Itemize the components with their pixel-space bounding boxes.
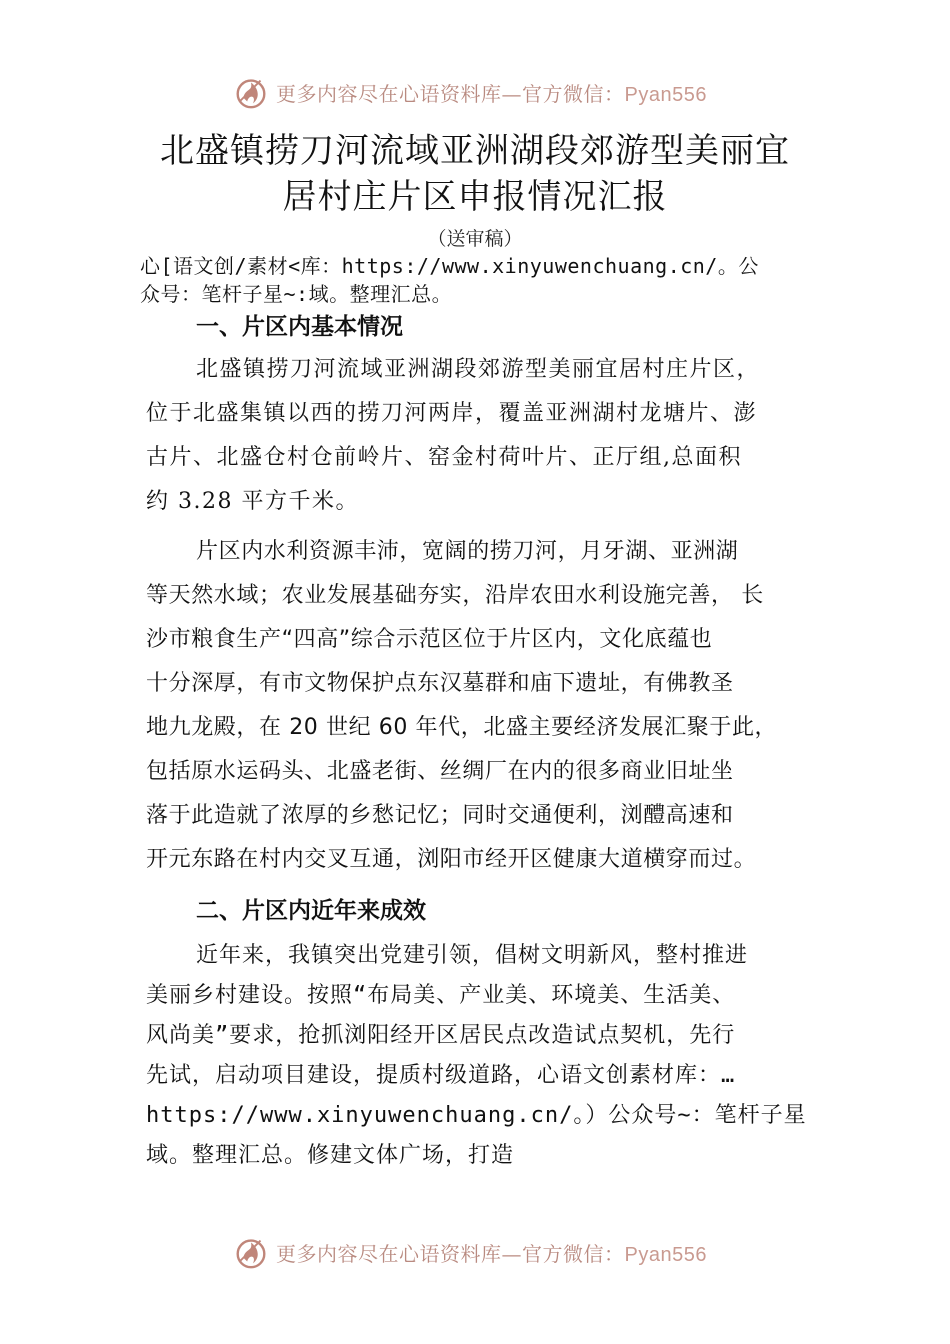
paragraph-line: 沙市粮食生产“四高”综合示范区位于片区内，文化底蕴也	[146, 627, 713, 652]
top-banner	[232, 72, 732, 112]
banner-text: 更多内容尽在心语资料库—官方微信：Pyan556	[276, 81, 707, 106]
paragraph-line: 域。整理汇总。修建文体广场，打造	[146, 1143, 515, 1168]
section-heading-1: 一、片区内基本情况	[196, 314, 403, 340]
paragraph-line: 风尚美”要求，抢抓浏阳经开区居民点改造试点契机，先行	[146, 1023, 736, 1048]
source-note-line: 心[语文创/素材<库：https://www.xinyuwenchuang.cn/。公	[140, 254, 759, 278]
paragraph-line: 北盛镇捞刀河流域亚洲湖段郊游型美丽宜居村庄片区，	[196, 357, 761, 382]
paragraph-line: 近年来，我镇突出党建引领，倡树文明新风，整村推进	[196, 943, 749, 968]
paragraph-line: 地九龙殿，在 20 世纪 60 年代，北盛主要经济发展汇聚于此，	[146, 715, 778, 740]
section1-paragraph-2	[146, 530, 826, 882]
section1-paragraph-1	[146, 348, 826, 524]
paragraph-line: 位于北盛集镇以西的捞刀河两岸，覆盖亚洲湖村龙塘片、澎	[146, 401, 758, 426]
paragraph-line: 约 3.28 平方千米。	[146, 489, 359, 514]
paragraph-line: 包括原水运码头、北盛老街、丝绸厂在内的很多商业旧址坐	[146, 759, 734, 784]
paragraph-line: 美丽乡村建设。按照“布局美、产业美、环境美、生活美、	[146, 983, 736, 1008]
section2-paragraph-1	[146, 936, 826, 1176]
wechat-id: Pyan556	[624, 83, 707, 106]
paragraph-line: 等天然水域；农业发展基础夯实，沿岸农田水利设施完善， 长	[146, 583, 764, 608]
source-note	[140, 252, 830, 308]
flame-logo-icon	[232, 73, 270, 111]
paragraph-line: 十分深厚，有市文物保护点东汉墓群和庙下遗址，有佛教圣	[146, 671, 734, 696]
paragraph-line: https://www.xinyuwenchuang.cn/。）公众号~：笔杆子星	[146, 1103, 807, 1128]
doc-subtitle: （送审稿）	[427, 228, 523, 250]
bottom-banner	[232, 1232, 732, 1272]
paragraph-line: 片区内水利资源丰沛，宽阔的捞刀河，月牙湖、亚洲湖	[196, 539, 739, 564]
paragraph-line: 古片、北盛仓村仓前岭片、窑金村荷叶片、正厅组,总面积	[146, 445, 742, 470]
paragraph-line: 先试，启动项目建设，提质村级道路，心语文创素材库：…	[146, 1063, 736, 1088]
doc-title-line-2: 居村庄片区申报情况汇报	[282, 177, 668, 217]
source-note-line: 众号：笔杆子星~:域。整理汇总。	[140, 282, 453, 306]
banner-text: 更多内容尽在心语资料库—官方微信：Pyan556	[276, 1241, 707, 1266]
paragraph-line: 开元东路在村内交叉互通，浏阳市经开区健康大道横穿而过。	[146, 847, 757, 872]
wechat-id: Pyan556	[624, 1243, 707, 1266]
section-heading-2: 二、片区内近年来成效	[196, 898, 426, 924]
doc-title-line-1: 北盛镇捞刀河流域亚洲湖段郊游型美丽宜	[160, 131, 790, 171]
flame-logo-icon	[232, 1233, 270, 1271]
paragraph-line: 落于此造就了浓厚的乡愁记忆；同时交通便利，浏醴高速和	[146, 803, 734, 828]
